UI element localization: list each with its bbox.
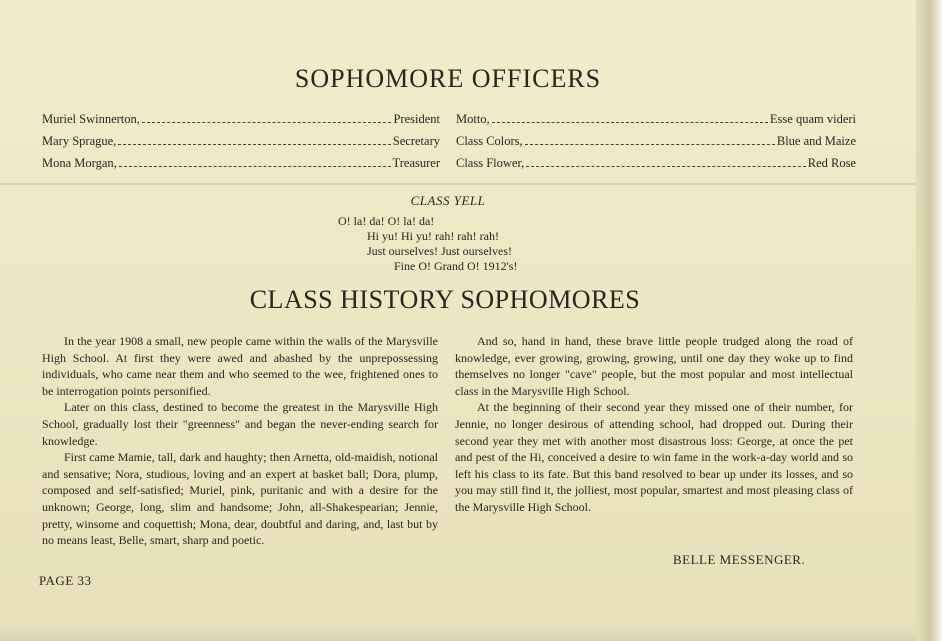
- officer-row: [42, 156, 440, 171]
- officer-name: Mary Sprague,: [42, 134, 117, 148]
- class-info-label: Motto,: [456, 112, 490, 126]
- class-info-label: Class Flower,: [456, 156, 525, 170]
- officer-role: President: [393, 112, 440, 126]
- page-fold: [0, 183, 916, 185]
- dotted-leader: [525, 136, 775, 145]
- officer-role: Treasurer: [392, 156, 440, 170]
- history-right-column: [455, 333, 853, 516]
- officer-name: Muriel Swinnerton,: [42, 112, 140, 126]
- class-info-row: [456, 156, 856, 171]
- class-info-value: Blue and Maize: [776, 134, 856, 148]
- officer-name: Mona Morgan,: [42, 156, 117, 170]
- class-history-title: CLASS HISTORY SOPHOMORES: [249, 285, 641, 314]
- history-paragraph: Later on this class, destined to become the greatest in the Marysville High School, gradually lost their "greenness" and began the never-ending search for knowledge.: [42, 400, 438, 448]
- class-info-value: Esse quam videri: [769, 112, 856, 126]
- history-paragraph: And so, hand in hand, these brave little people trudged along the road of knowledge, ever growing, growing, growing, until one day they woke up to find themselves no longer "cave" people, but the most popular and most intellectual class in the Marysville High School.: [455, 334, 853, 398]
- page-number: PAGE 33: [39, 573, 92, 588]
- yell-line: Just ourselves! Just ourselves!: [367, 244, 512, 258]
- class-yell-title: CLASS YELL: [410, 193, 486, 208]
- dotted-leader: [118, 136, 391, 145]
- history-paragraph: In the year 1908 a small, new people came within the walls of the Marysville High School. At first they were awed and abashed by the unprepossessing individuals, who came near them and who seemed to the wee, frightened ones to be interrogation points personified.: [42, 334, 438, 398]
- author-signature: BELLE MESSENGER.: [673, 552, 806, 567]
- history-left-column: [42, 333, 438, 549]
- history-paragraph: At the beginning of their second year they missed one of their number, for Jennie, no longer desirous of attending school, had dropped out. During their second year they met with another most disastrous loss: George, at once the pet and pest of the Hi, conceived a desire to win fame in the work-a-day world and so left his class to its fate. But this band resolved to bear up under its losses, and so you may still find it, the jolliest, most popular, smartest and most pleasing class of the Marysville High School.: [455, 400, 853, 514]
- history-paragraph: First came Mamie, tall, dark and haughty; then Arnetta, old-maidish, notional and sensative; Nora, studious, loving and an expert at basket ball; Dora, plump, composed and self-satisfied; Muriel, pink, puritanic and with a desire for the unknown; George, long, slim and handsome; John, all-Shakespearian; Jennie, pretty, winsome and coquettish; Mona, dear, doubtful and daring, and, last but by no means least, Belle, smart, sharp and poetic.: [42, 450, 438, 548]
- yell-line: O! la! da! O! la! da!: [338, 214, 435, 228]
- class-info-value: Red Rose: [807, 156, 856, 170]
- dotted-leader: [142, 114, 392, 123]
- dotted-leader: [526, 158, 805, 167]
- page-bottom-edge: [0, 629, 942, 641]
- dotted-leader: [119, 158, 391, 167]
- officer-row: [42, 112, 440, 127]
- class-info-row: [456, 112, 856, 127]
- officers-title: SOPHOMORE OFFICERS: [294, 64, 602, 93]
- dotted-leader: [492, 114, 768, 123]
- officer-role: Secretary: [392, 134, 440, 148]
- page-right-edge: [916, 0, 942, 641]
- officer-row: [42, 134, 440, 149]
- yell-line: Fine O! Grand O! 1912's!: [394, 259, 518, 273]
- yell-line: Hi yu! Hi yu! rah! rah! rah!: [367, 229, 499, 243]
- class-info-row: [456, 134, 856, 149]
- class-info-label: Class Colors,: [456, 134, 523, 148]
